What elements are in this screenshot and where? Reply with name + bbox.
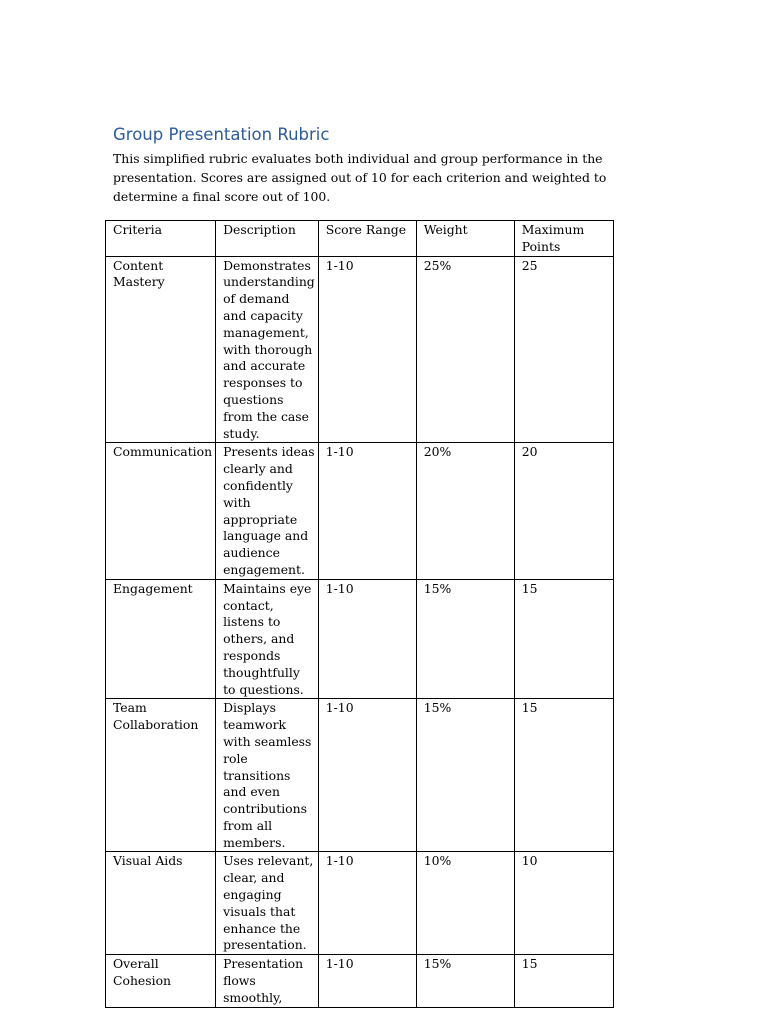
cell-weight: 20% [416, 443, 514, 579]
cell-score-range: 1-10 [318, 852, 416, 955]
cell-description: Uses relevant, clear, and engaging visuals that enhance the presentation. [216, 852, 319, 955]
header-score-range: Score Range [318, 221, 416, 257]
cell-description: Presentation flows smoothly, [216, 955, 319, 1007]
cell-criteria: Visual Aids [106, 852, 216, 955]
cell-weight: 15% [416, 955, 514, 1007]
table-row [106, 256, 614, 443]
cell-criteria: Team Collaboration [106, 699, 216, 852]
document-title: Group Presentation Rubric [113, 125, 330, 144]
table-row [106, 699, 614, 852]
table-row [106, 443, 614, 579]
cell-maximum-points: 15 [514, 699, 613, 852]
table-row [106, 579, 614, 699]
cell-criteria: Communication [106, 443, 216, 579]
cell-score-range: 1-10 [318, 579, 416, 699]
table-header-row [106, 221, 614, 257]
header-maximum-points: Maximum Points [514, 221, 613, 257]
table-row [106, 955, 614, 1007]
cell-score-range: 1-10 [318, 443, 416, 579]
cell-description: Presents ideas clearly and confidently with appropriate language and audience engagement. [216, 443, 319, 579]
header-criteria: Criteria [106, 221, 216, 257]
cell-maximum-points: 10 [514, 852, 613, 955]
intro-paragraph: This simplified rubric evaluates both individual and group performance in the presentation. Scores are assigned out of 10 for each criterion and weighted to determine a final score out of 100. [113, 151, 607, 204]
cell-criteria: Overall Cohesion [106, 955, 216, 1007]
cell-weight: 10% [416, 852, 514, 955]
cell-score-range: 1-10 [318, 699, 416, 852]
cell-criteria: Engagement [106, 579, 216, 699]
cell-maximum-points: 15 [514, 955, 613, 1007]
header-weight: Weight [416, 221, 514, 257]
cell-description: Demonstrates understanding of demand and capacity management, with thorough and accurate responses to questions from the case study. [216, 256, 319, 443]
cell-criteria: Content Mastery [106, 256, 216, 443]
cell-weight: 15% [416, 699, 514, 852]
cell-description: Displays teamwork with seamless role transitions and even contributions from all members. [216, 699, 319, 852]
cell-weight: 25% [416, 256, 514, 443]
cell-weight: 15% [416, 579, 514, 699]
cell-maximum-points: 20 [514, 443, 613, 579]
cell-score-range: 1-10 [318, 955, 416, 1007]
table-row [106, 852, 614, 955]
cell-description: Maintains eye contact, listens to others, and responds thoughtfully to questions. [216, 579, 319, 699]
cell-maximum-points: 15 [514, 579, 613, 699]
header-description: Description [216, 221, 319, 257]
cell-maximum-points: 25 [514, 256, 613, 443]
cell-score-range: 1-10 [318, 256, 416, 443]
rubric-table [105, 220, 614, 1008]
